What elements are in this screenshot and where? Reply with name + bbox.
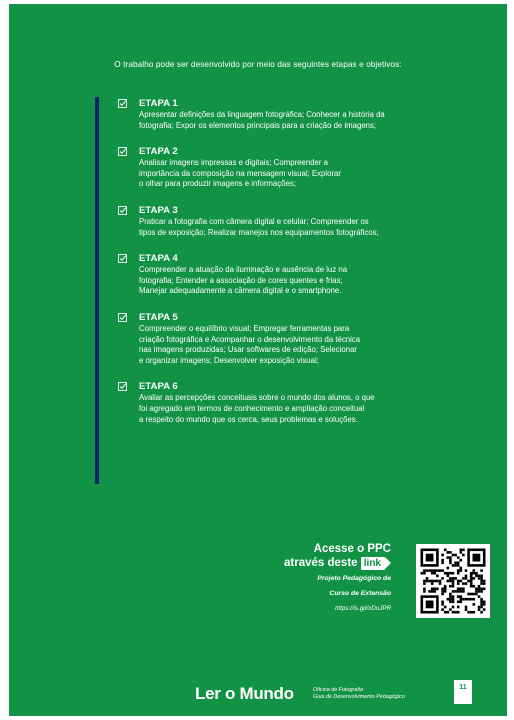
step-line: Avaliar as percepções conceituais sobre o mundo dos alunos, o que [139,393,375,403]
steps-list [139,98,499,440]
step-line: Compreender a atuação da iluminação e ausência de luz na [139,265,348,275]
step-3 [139,205,499,238]
step-line: foi agregado em termos de conhecimento e ampliação conceitual [139,403,365,413]
intro-text: O trabalho pode ser desenvolvido por meio das seguintes etapas e objetivos: [114,60,402,69]
ppc-desc-1: Projeto Pedagógico de [317,575,391,582]
step-line: Analisar imagens impressas e digitais; Compreender a [139,158,328,168]
check-box-icon [118,254,127,263]
footer-meta-title: Oficina de Fotografia [313,687,364,693]
step-title: ETAPA 6 [139,381,178,393]
step-4 [139,253,499,297]
page-number: 11 [454,680,472,704]
footer-meta [313,687,405,701]
check-box-icon [118,313,127,322]
step-line: Apresentar definições da linguagem fotográfica; Conhecer a história da [139,110,385,119]
qr-code-image [416,544,490,618]
step-line: o olhar para produzir imagens e informações; [139,179,296,189]
step-title: ETAPA 3 [139,204,178,216]
step-line: Praticar a fotografia com câmera digital e celular; Compreender os [139,216,369,226]
qr-code[interactable] [416,544,490,618]
step-line: importância da composição na mensagem visual; Explorar [139,168,341,178]
step-line: a respeito do mundo que os cerca, seus problemas e soluções. [139,414,358,424]
step-6 [139,381,499,425]
ppc-callout [284,542,391,615]
ppc-subheading [284,556,391,570]
step-line: Manejar adequadamente a câmera digital e o smartphone. [139,286,342,296]
step-line: tipos de exposição; Realizar manejos nos equipamentos fotográficos; [139,227,379,237]
check-box-icon [118,206,127,215]
step-title: ETAPA 5 [139,311,178,323]
ppc-link[interactable]: link [361,557,385,570]
step-title: ETAPA 1 [139,98,178,109]
step-line: fotografia; Expor os elementos principais para a criação de imagens; [139,120,377,130]
step-line: criação fotográfica e Acompanhar o desenvolvimento da técnica [139,334,361,344]
step-line: nas imagens produzidas; Usar softwares de edição; Selecionar [139,345,357,355]
ppc-url[interactable]: https://is.gd/xDoJPR [334,605,391,612]
step-title: ETAPA 2 [139,146,178,158]
page [9,4,507,716]
accent-bar [95,97,99,484]
ppc-heading: Acesse o PPC [313,543,391,555]
step-title: ETAPA 4 [139,253,178,265]
step-line: Compreender o equilíbrio visual; Empregar ferramentas para [139,323,350,333]
step-2 [139,146,499,190]
ppc-prefix: através deste [284,557,358,569]
step-1 [139,98,499,131]
step-5 [139,312,499,366]
footer-meta-subtitle: Guia de Desenvolvimento Pedagógico [313,694,405,700]
check-box-icon [118,99,127,108]
step-line: e organizar imagens; Desenvolver exposição visual; [139,355,319,365]
step-line: fotografia; Entender a associação de cores quentes e frias; [139,275,343,285]
check-box-icon [118,147,127,156]
footer-logo: Ler o Mundo [195,684,294,703]
check-box-icon [118,382,127,391]
ppc-desc-2: Curso de Extensão [329,590,391,597]
